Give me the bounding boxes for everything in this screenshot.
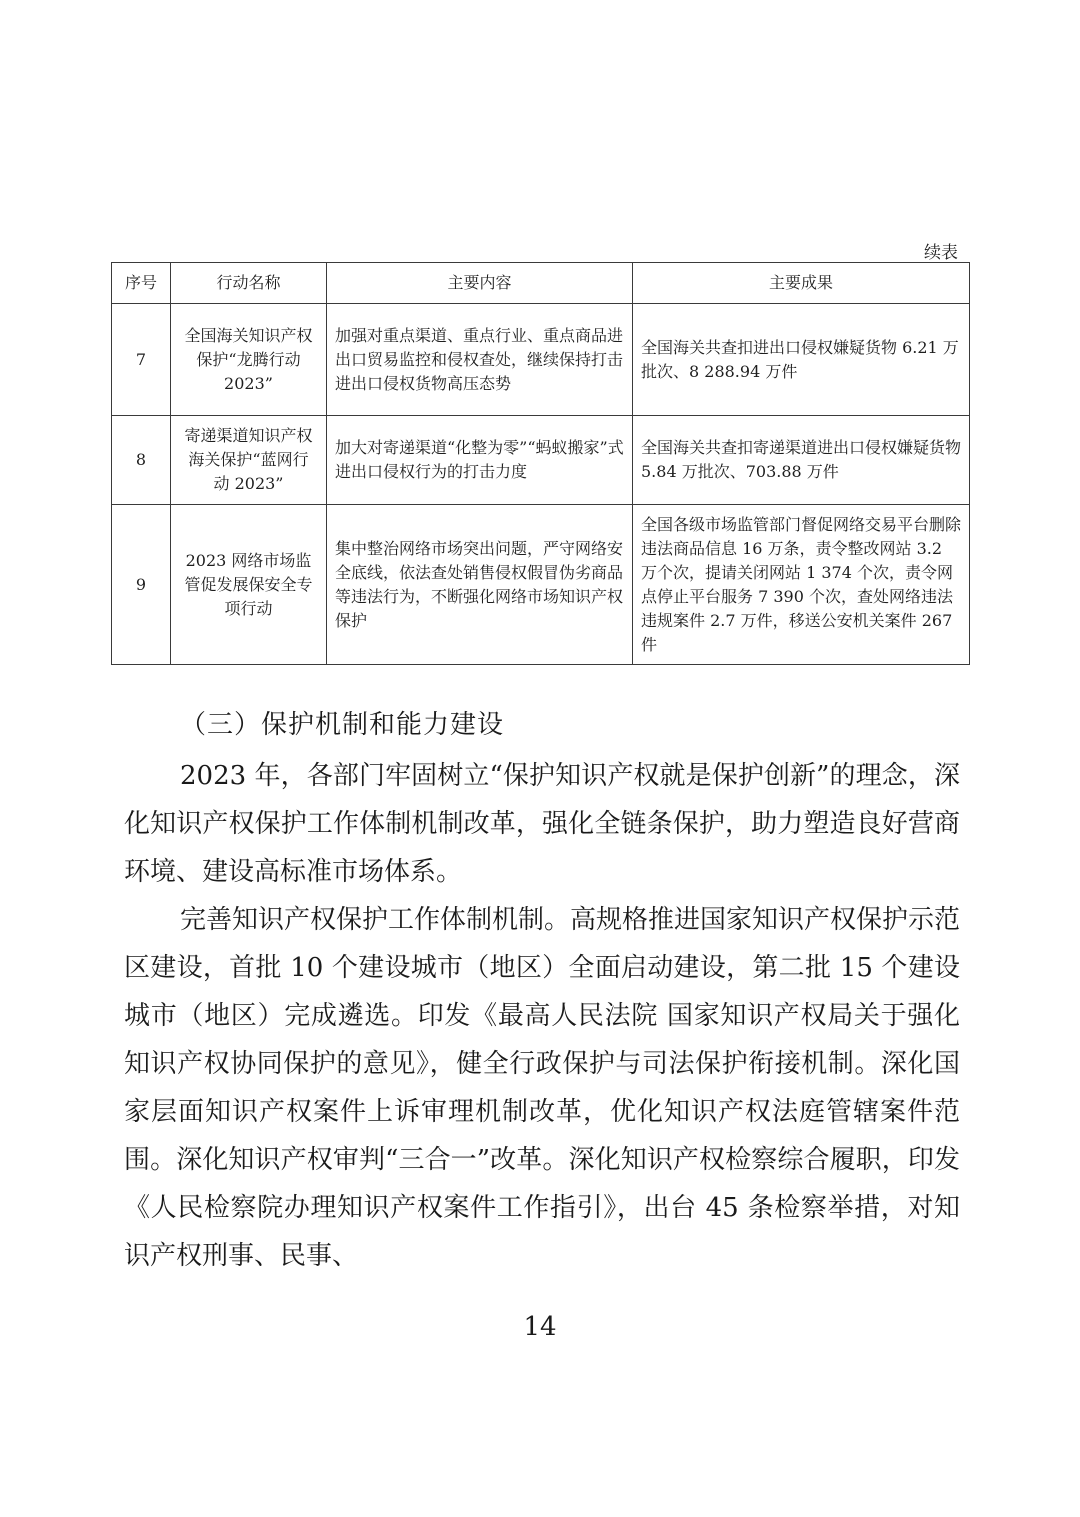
table-header-row — [112, 263, 970, 304]
table-row — [112, 304, 970, 416]
page-number: 14 — [523, 1312, 557, 1342]
cell-no: 9 — [112, 505, 171, 665]
header-main-results: 主要成果 — [633, 263, 970, 304]
cell-no: 7 — [112, 304, 171, 416]
cell-action-name: 寄递渠道知识产权海关保护“蓝网行动 2023” — [171, 416, 327, 505]
cell-main-results: 全国海关共查扣进出口侵权嫌疑货物 6.21 万批次、8 288.94 万件 — [633, 304, 970, 416]
body-paragraph: 完善知识产权保护工作体制机制。高规格推进国家知识产权保护示范区建设，首批 10 个建设城市（地区）全面启动建设，第二批 15 个建设城市（地区）完成遴选。印发《最高人民法院 国家知识产权局关于强化知识产权协同保护的意见》，健全行政保护与司法保护衔接机制。深化国家层面知识产权案件上诉审理机制改革，优化知识产权法庭管辖案件范围。深化知识产权审判“三合一”改革。深化知识产权检察综合履职，印发《人民检察院办理知识产权案件工作指引》，出台 45 条检察举措，对知识产权刑事、民事、 — [124, 905, 961, 1271]
header-action-name: 行动名称 — [171, 263, 327, 304]
actions-table — [111, 262, 970, 665]
header-no: 序号 — [112, 263, 171, 304]
table-row — [112, 416, 970, 505]
cell-no: 8 — [112, 416, 171, 505]
cell-main-content: 集中整治网络市场突出问题，严守网络安全底线，依法查处销售侵权假冒伪劣商品等违法行为，不断强化网络市场知识产权保护 — [327, 505, 633, 665]
table-continued-label: 续表 — [924, 243, 958, 263]
table-row — [112, 505, 970, 665]
cell-action-name: 2023 网络市场监管促发展保安全专项行动 — [171, 505, 327, 665]
cell-main-results: 全国海关共查扣寄递渠道进出口侵权嫌疑货物 5.84 万批次、703.88 万件 — [633, 416, 970, 505]
cell-main-content: 加强对重点渠道、重点行业、重点商品进出口贸易监控和侵权查处，继续保持打击进出口侵权货物高压态势 — [327, 304, 633, 416]
body-paragraph: 2023 年，各部门牢固树立“保护知识产权就是保护创新”的理念，深化知识产权保护工作体制机制改革，强化全链条保护，助力塑造良好营商环境、建设高标准市场体系。 — [124, 761, 960, 887]
section-heading: （三）保护机制和能力建设 — [180, 710, 505, 740]
header-main-content: 主要内容 — [327, 263, 633, 304]
cell-main-content: 加大对寄递渠道“化整为零”“蚂蚁搬家”式进出口侵权行为的打击力度 — [327, 416, 633, 505]
cell-main-results: 全国各级市场监管部门督促网络交易平台删除违法商品信息 16 万条，责令整改网站 3.2 万个次，提请关闭网站 1 374 个次，责令网点停止平台服务 7 390 个次，查处网络违法违规案件 2.7 万件，移送公安机关案件 267 件 — [633, 505, 970, 665]
cell-action-name: 全国海关知识产权保护“龙腾行动 2023” — [171, 304, 327, 416]
